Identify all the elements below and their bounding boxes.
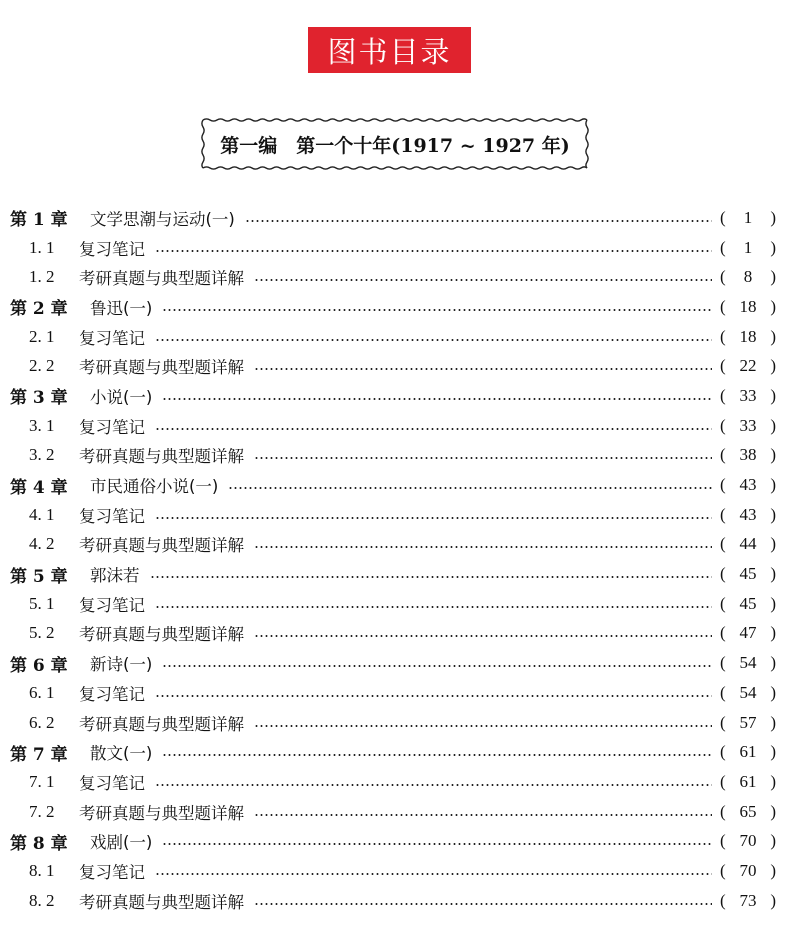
- toc-entry-page: [720, 267, 790, 287]
- page-paren-close: ): [770, 712, 776, 732]
- page-number: 38: [739, 445, 757, 465]
- toc-section-row[interactable]: [0, 767, 790, 797]
- dot-leader: [254, 368, 712, 370]
- toc-entry-title: 戏剧(一): [90, 833, 153, 853]
- page-paren-close: ): [770, 296, 776, 316]
- page-paren-open: (: [720, 445, 726, 465]
- dot-leader: [162, 309, 712, 311]
- toc-entry-title: 考研真题与典型题详解: [79, 269, 244, 289]
- toc-entry-page: [720, 238, 790, 258]
- dot-leader: [254, 903, 712, 905]
- page-number: 57: [739, 712, 757, 732]
- page-paren-open: (: [720, 801, 726, 821]
- dot-leader: [228, 487, 712, 489]
- toc-entry-page: [720, 297, 790, 317]
- dot-leader: [155, 606, 712, 608]
- page-paren-close: ): [770, 445, 776, 465]
- page-number: 54: [739, 682, 757, 702]
- toc-entry-page: [720, 564, 790, 584]
- dot-leader: [155, 695, 712, 697]
- page-number: 18: [739, 296, 757, 316]
- dot-leader: [155, 250, 712, 252]
- toc-entry-page: [720, 356, 790, 376]
- toc-entry-page: [720, 475, 790, 495]
- dot-leader: [150, 576, 713, 578]
- toc-entry-number: 6. 1: [29, 682, 55, 702]
- toc-entry-number: 5. 1: [29, 593, 55, 613]
- toc-entry-number: 8. 2: [29, 890, 55, 910]
- dot-leader: [155, 873, 712, 875]
- page-paren-close: ): [770, 682, 776, 702]
- toc-entry-number: 7. 2: [29, 801, 55, 821]
- page-paren-open: (: [720, 296, 726, 316]
- page-paren-close: ): [770, 564, 776, 584]
- toc-entry-number: 4. 2: [29, 534, 55, 554]
- toc-header-title: 图书目录: [327, 34, 452, 69]
- toc-entry-page: [720, 623, 790, 643]
- dot-leader: [162, 398, 712, 400]
- page-paren-open: (: [720, 207, 726, 227]
- page-number: 1: [743, 237, 753, 257]
- toc-section-row[interactable]: [0, 856, 790, 886]
- dot-leader: [162, 754, 712, 756]
- toc-section-row[interactable]: [0, 708, 790, 738]
- toc-entry-page: [720, 683, 790, 703]
- page-paren-open: (: [720, 326, 726, 346]
- toc-entry-page: [720, 327, 790, 347]
- page-paren-close: ): [770, 534, 776, 554]
- page-paren-open: (: [720, 682, 726, 702]
- toc-entry-page: [720, 802, 790, 822]
- toc-entry-page: [720, 772, 790, 792]
- toc-section-row[interactable]: [0, 886, 790, 916]
- toc-section-row[interactable]: [0, 411, 790, 441]
- dot-leader: [155, 428, 712, 430]
- page-number: 8: [743, 267, 753, 287]
- toc-entry-number: 1. 1: [29, 237, 55, 257]
- page-paren-open: (: [720, 653, 726, 673]
- toc-entry-number: 3. 1: [29, 415, 55, 435]
- page-number: 47: [739, 623, 757, 643]
- page-paren-open: (: [720, 890, 726, 910]
- dot-leader: [254, 279, 712, 281]
- toc-entry-title: 市民通俗小说(一): [90, 477, 219, 497]
- toc-chapter-row[interactable]: [0, 648, 790, 678]
- page-paren-close: ): [770, 771, 776, 791]
- page-number: 61: [739, 742, 757, 762]
- toc-entry-title: 复习笔记: [79, 239, 145, 259]
- page-paren-close: ): [770, 267, 776, 287]
- toc-entry-number: 第 2 章: [10, 299, 68, 320]
- toc-entry-number: 6. 2: [29, 712, 55, 732]
- toc-entry-page: [720, 534, 790, 554]
- toc-entry-title: 考研真题与典型题详解: [79, 358, 244, 378]
- part-title: 第一编 第一个十年(1917 ~ 1927 年): [220, 134, 570, 157]
- toc-entry-title: 文学思潮与运动(一): [90, 209, 235, 229]
- toc-entry-number: 第 7 章: [10, 744, 68, 765]
- toc-entry-title: 复习笔记: [79, 595, 145, 615]
- toc-chapter-row[interactable]: [0, 470, 790, 500]
- page-number: 33: [739, 385, 757, 405]
- dot-leader: [254, 546, 712, 548]
- page-paren-close: ): [770, 356, 776, 376]
- toc-entry-page: [720, 831, 790, 851]
- toc-entry-title: 考研真题与典型题详解: [79, 803, 244, 823]
- toc-chapter-row[interactable]: [0, 381, 790, 411]
- page-paren-open: (: [720, 712, 726, 732]
- toc-entry-page: [720, 891, 790, 911]
- toc-entry-page: [720, 208, 790, 228]
- dot-leader: [155, 517, 712, 519]
- page-paren-open: (: [720, 771, 726, 791]
- toc-entry-number: 2. 1: [29, 326, 55, 346]
- page-number: 45: [739, 593, 757, 613]
- toc-entry-title: 新诗(一): [90, 655, 153, 675]
- page-paren-close: ): [770, 593, 776, 613]
- toc-section-row[interactable]: [0, 351, 790, 381]
- part-title-frame: [197, 114, 593, 174]
- page-paren-close: ): [770, 475, 776, 495]
- toc-entry-page: [720, 505, 790, 525]
- toc-entry-title: 鲁迅(一): [90, 298, 153, 318]
- toc-section-row[interactable]: [0, 441, 790, 471]
- toc-entry-title: 复习笔记: [79, 506, 145, 526]
- page-number: 43: [739, 475, 757, 495]
- toc-section-row[interactable]: [0, 619, 790, 649]
- dot-leader: [254, 635, 712, 637]
- toc-entry-number: 5. 2: [29, 623, 55, 643]
- page-paren-open: (: [720, 475, 726, 495]
- toc-chapter-row[interactable]: [0, 203, 790, 233]
- page-paren-close: ): [770, 415, 776, 435]
- page-paren-close: ): [770, 207, 776, 227]
- toc-entry-title: 郭沫若: [90, 566, 140, 586]
- toc-section-row[interactable]: [0, 500, 790, 530]
- page-number: 45: [739, 564, 757, 584]
- page-paren-open: (: [720, 860, 726, 880]
- page-paren-close: ): [770, 504, 776, 524]
- page-paren-close: ): [770, 385, 776, 405]
- toc-entry-title: 考研真题与典型题详解: [79, 714, 244, 734]
- page-paren-open: (: [720, 593, 726, 613]
- dot-leader: [245, 220, 712, 222]
- toc-section-row[interactable]: [0, 589, 790, 619]
- toc-entry-title: 复习笔记: [79, 417, 145, 437]
- page-number: 65: [739, 801, 757, 821]
- page-paren-close: ): [770, 653, 776, 673]
- page-number: 43: [739, 504, 757, 524]
- toc-entry-page: [720, 416, 790, 436]
- page-paren-close: ): [770, 237, 776, 257]
- toc-section-row[interactable]: [0, 530, 790, 560]
- toc-chapter-row[interactable]: [0, 559, 790, 589]
- toc-entry-number: 第 8 章: [10, 833, 68, 854]
- toc-entry-title: 复习笔记: [79, 328, 145, 348]
- dot-leader: [254, 725, 712, 727]
- page-number: 61: [739, 771, 757, 791]
- page-number: 44: [739, 534, 757, 554]
- page-paren-open: (: [720, 237, 726, 257]
- toc-entry-title: 小说(一): [90, 387, 153, 407]
- toc-entry-page: [720, 445, 790, 465]
- toc-entry-number: 4. 1: [29, 504, 55, 524]
- toc-entry-title: 复习笔记: [79, 862, 145, 882]
- toc-chapter-row[interactable]: [0, 737, 790, 767]
- toc-entry-number: 7. 1: [29, 771, 55, 791]
- toc-section-row[interactable]: [0, 262, 790, 292]
- toc-section-row[interactable]: [0, 797, 790, 827]
- toc-entry-number: 第 3 章: [10, 388, 68, 409]
- dot-leader: [254, 457, 712, 459]
- page-number: 70: [739, 860, 757, 880]
- toc-section-row[interactable]: [0, 322, 790, 352]
- toc-entry-number: 第 1 章: [10, 210, 68, 231]
- page-paren-close: ): [770, 860, 776, 880]
- page-paren-open: (: [720, 564, 726, 584]
- page-number: 33: [739, 415, 757, 435]
- page-paren-open: (: [720, 356, 726, 376]
- dot-leader: [155, 784, 712, 786]
- page-number: 54: [739, 653, 757, 673]
- toc-entry-number: 3. 2: [29, 445, 55, 465]
- page-paren-open: (: [720, 623, 726, 643]
- toc-entry-page: [720, 653, 790, 673]
- page-paren-close: ): [770, 890, 776, 910]
- toc-entry-number: 1. 2: [29, 267, 55, 287]
- page-number: 70: [739, 831, 757, 851]
- toc-section-row[interactable]: [0, 233, 790, 263]
- page-paren-open: (: [720, 385, 726, 405]
- toc-section-row[interactable]: [0, 678, 790, 708]
- toc-entry-title: 复习笔记: [79, 773, 145, 793]
- dot-leader: [162, 843, 712, 845]
- toc-entry-title: 考研真题与典型题详解: [79, 536, 244, 556]
- toc-entry-page: [720, 713, 790, 733]
- toc-entry-title: 考研真题与典型题详解: [79, 625, 244, 645]
- dot-leader: [155, 339, 712, 341]
- toc-entry-number: 8. 1: [29, 860, 55, 880]
- page-paren-open: (: [720, 534, 726, 554]
- dot-leader: [254, 814, 712, 816]
- toc-entry-number: 第 6 章: [10, 655, 68, 676]
- page-paren-close: ): [770, 326, 776, 346]
- page-paren-close: ): [770, 742, 776, 762]
- page-paren-open: (: [720, 504, 726, 524]
- dot-leader: [162, 665, 712, 667]
- toc-header-banner: [308, 27, 471, 73]
- toc-entry-page: [720, 594, 790, 614]
- page-paren-close: ): [770, 801, 776, 821]
- toc-entry-number: 2. 2: [29, 356, 55, 376]
- toc-chapter-row[interactable]: [0, 292, 790, 322]
- page-paren-open: (: [720, 267, 726, 287]
- page-number: 73: [739, 890, 757, 910]
- toc-entry-page: [720, 386, 790, 406]
- toc-entry-page: [720, 742, 790, 762]
- page-number: 22: [739, 356, 757, 376]
- page-number: 1: [743, 207, 753, 227]
- toc-entry-title: 考研真题与典型题详解: [79, 892, 244, 912]
- toc-entry-number: 第 4 章: [10, 477, 68, 498]
- toc-entry-page: [720, 861, 790, 881]
- toc-entry-title: 复习笔记: [79, 684, 145, 704]
- page-paren-close: ): [770, 623, 776, 643]
- page-paren-open: (: [720, 742, 726, 762]
- page-paren-open: (: [720, 415, 726, 435]
- toc-entry-title: 考研真题与典型题详解: [79, 447, 244, 467]
- table-of-contents: [0, 203, 790, 916]
- toc-chapter-row[interactable]: [0, 826, 790, 856]
- page-paren-close: ): [770, 831, 776, 851]
- page-paren-open: (: [720, 831, 726, 851]
- toc-entry-number: 第 5 章: [10, 566, 68, 587]
- page-number: 18: [739, 326, 757, 346]
- toc-entry-title: 散文(一): [90, 744, 153, 764]
